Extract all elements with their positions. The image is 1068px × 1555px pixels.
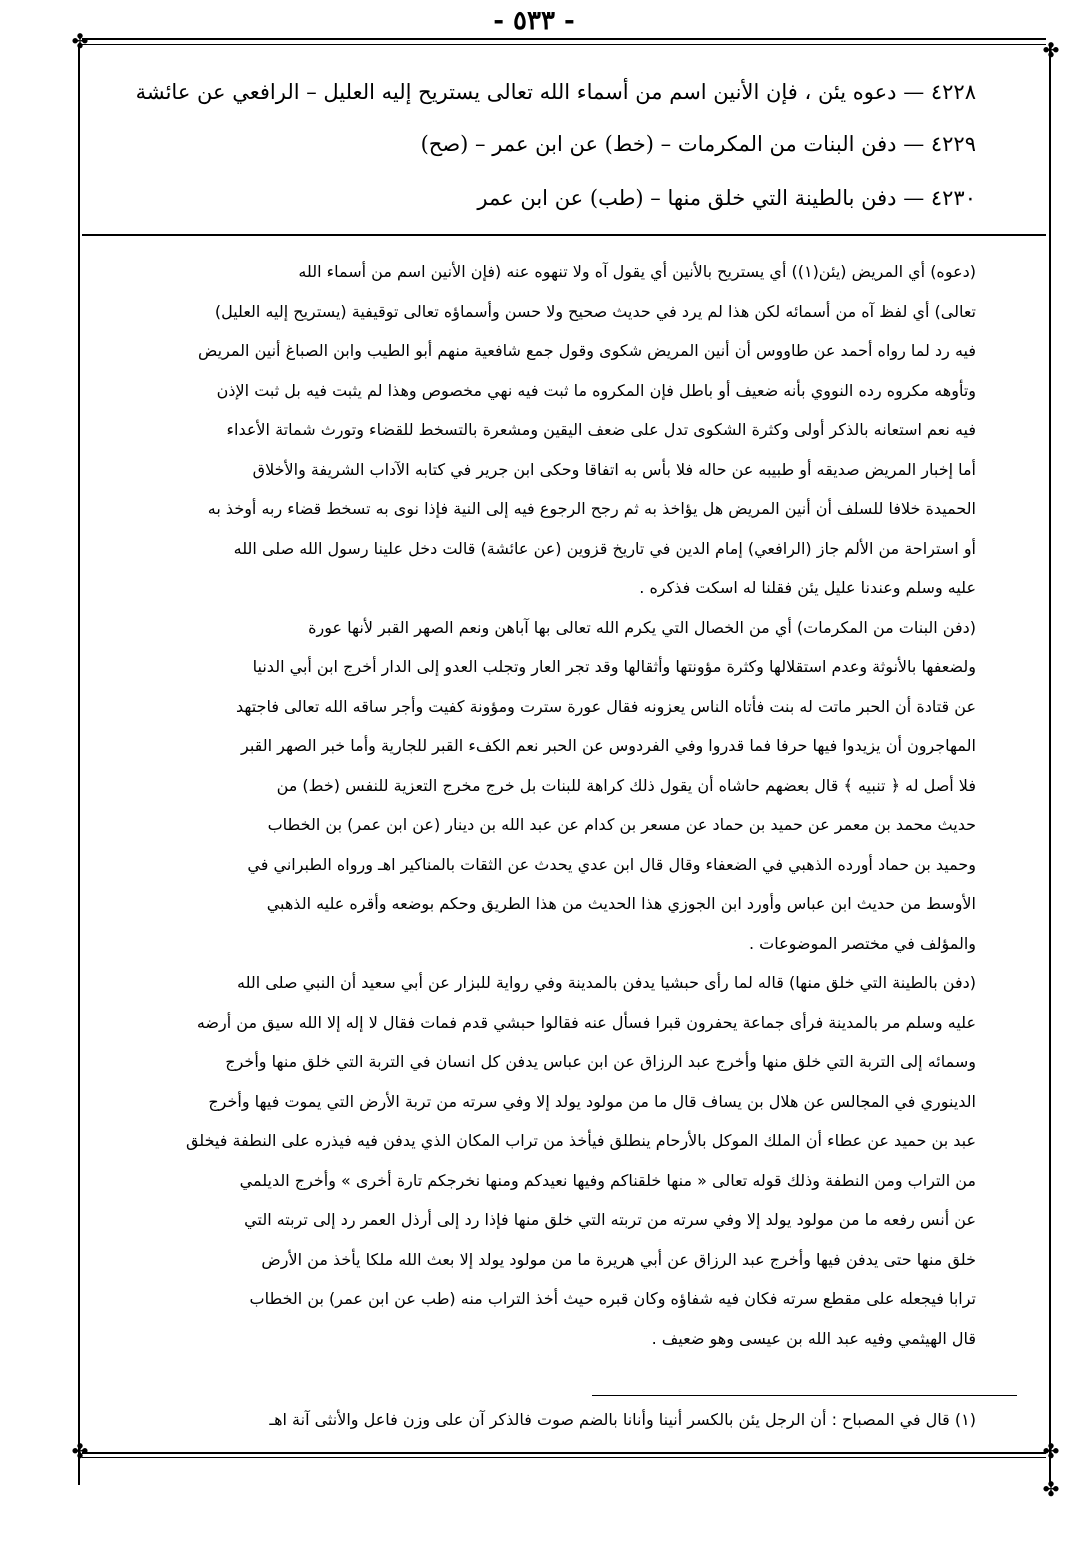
corner-ornament-icon: ✤ xyxy=(71,29,89,53)
corner-ornament-icon: ✤ xyxy=(1042,38,1060,62)
commentary-line: تعالى) أي لفظ آه من أسمائه لكن هذا لم يرد في حديث صحيح ولا حسن وأسماؤه تعالى توقيفية (يستريح إليه العليل) xyxy=(214,302,976,321)
commentary-line: عليه وسلم وعندنا عليل يئن فقلنا له اسكت فذكره . xyxy=(639,578,976,597)
hadith-line: ٤٢٢٩ — دفن البنات من المكرمات – (خط) عن ابن عمر – (صح) xyxy=(420,132,976,156)
commentary-line: فيه نعم استعانه بالذكر أولى وكثرة الشكوى تدل على ضعف اليقين ومشعرة بالتسخط للقضاء وتورث شماتة الأعداء xyxy=(226,420,976,439)
commentary-line: عن أنس رفعه ما من مولود يولد إلا وفي سرته من تربته التي خلق منها فإذا رد إلى أرذل العمر رد إلى تربته التي xyxy=(244,1210,976,1229)
commentary-line: وحميد بن حماد أورده الذهبي في الضعفاء وقال قال ابن عدي يحدث عن الثقات بالمناكير اهـ ورواه الطبراني في xyxy=(247,855,976,874)
commentary-line: الدينوري في المجالس عن هلال بن يساف قال ما من مولود يولد إلا وفي سرته من تربة الأرض التي يموت فيها وأخرج xyxy=(208,1092,976,1111)
section-divider xyxy=(82,234,1046,236)
commentary-line: وتأوهه مكروه رده النووي بأنه ضعيف أو باطل فإن المكروه ما ثبت فيه نهي مخصوص وهذا لم يثبت فيه بل ثبت الإذن xyxy=(216,381,976,400)
page-number: - ٥٣٣ - xyxy=(493,6,575,36)
commentary-line: قال الهيثمي وفيه عبد الله بن عيسى وهو ضعيف . xyxy=(651,1329,976,1348)
hadith-line: ٤٢٢٨ — دعوه يئن ، فإن الأنين اسم من أسماء الله تعالى يستريح إليه العليل – الرافعي عن عائشة xyxy=(135,80,976,104)
frame-bottom-line xyxy=(82,1452,1046,1454)
hadith-line: ٤٢٣٠ — دفن بالطينة التي خلق منها – (طب) عن ابن عمر xyxy=(477,186,976,210)
corner-ornament-icon: ✤ xyxy=(1042,1439,1060,1463)
commentary-line: ترابا فيجعله على مقطع سرته فكان فيه شفاؤه وكان قبره حيث أخذ التراب منه (طب عن ابن عمر) بن الخطاب xyxy=(249,1289,976,1308)
commentary-line: عبد بن حميد عن عطاء أن الملك الموكل بالأرحام ينطلق فيأخذ من تراب المكان الذي يدفن فيه فيذره على النطفة فيخلق xyxy=(185,1131,976,1150)
commentary-line: (دعوه) أي المريض (يئن(١)) أي يستريح بالأنين أي يقول آه ولا تنهوه عنه (فإن الأنين اسم من أسماء الله xyxy=(298,262,976,281)
corner-ornament-icon: ✤ xyxy=(1042,1477,1060,1501)
footnote-divider xyxy=(592,1395,1017,1396)
commentary-line: (دفن بالطينة التي خلق منها) قاله لما رأى حبشيا يدفن بالمدينة وفي رواية للبزار عن أبي سعيد أن النبي صلى الله xyxy=(236,973,976,992)
corner-ornament-icon: ✤ xyxy=(71,1439,89,1463)
commentary-line: أما إخبار المريض صديقه أو طبيبه عن حاله فلا بأس به اتفاقا وحكى ابن جرير في كتابه الآداب الشريفة والأخلاق xyxy=(252,460,976,479)
footnote: (١) قال في المصباح : أن الرجل يئن بالكسر أنينا وأنانا بالضم صوت فالذكر آن على وزن فاعل والأنثى آنة اهـ xyxy=(269,1410,976,1429)
commentary-line: عليه وسلم مر بالمدينة فرأى جماعة يحفرون قبرا فسأل عنه فقالوا حبشي قدم فمات فقال لا إله إلا الله سيق من أرضه xyxy=(196,1013,976,1032)
commentary-line: ولضعفها بالأنوثة وعدم استقلالها وكثرة مؤونتها وأثقالها وقد تجر العار وتجلب العدو إلى الدار أخرج ابن أبي الدنيا xyxy=(252,657,976,676)
commentary-line: (دفن البنات من المكرمات) أي من الخصال التي يكرم الله تعالى بها آباهن ونعم الصهر القبر لأنها عورة xyxy=(308,618,976,637)
commentary-line: فلا أصل له ﴿ تنبيه ﴾ قال بعضهم حاشاه أن يقول ذلك كراهة للبنات بل خرج مخرج التعزية للنفس (خط) من xyxy=(276,776,976,795)
commentary-line: خلق منها حتى يدفن فيها وأخرج عبد الرزاق عن أبي هريرة ما من مولود يولد إلا بعث الله ملكا يأخذ من الأرض xyxy=(261,1250,976,1269)
commentary-line: الحميدة خلافا للسلف أن أنين المريض هل يؤاخذ به ثم رجح الرجوع فيه إلى النية فإذا نوى به تسخط قضاء ربه أوخذ به xyxy=(207,499,976,518)
frame-right-line xyxy=(1049,45,1051,1485)
commentary-line: حديث محمد بن معمر عن حميد بن حماد عن مسعر بن كدام عن عبد الله بن دينار (عن ابن عمر) بن الخطاب xyxy=(267,815,976,834)
commentary-line: فيه رد لما رواه أحمد عن طاووس أن أنين المريض شكوى وقول جمع شافعية منهم أبو الطيب وابن الصباغ أنين المريض xyxy=(198,341,976,360)
commentary-line: وسمائه إلى التربة التي خلق منها وأخرج عبد الرزاق عن ابن عباس يدفن كل انسان في التربة التي خلق منها وأخرج xyxy=(225,1052,976,1071)
commentary-line: عن قتادة أن الحبر ماتت له بنت فأتاه الناس يعزونه فقال عورة سترت ومؤونة كفيت وأجر ساقه الله تعالى فاجتهد xyxy=(235,697,976,716)
commentary-line: والمؤلف في مختصر الموضوعات . xyxy=(748,934,976,953)
frame-bottom-line-inner xyxy=(82,1457,1046,1458)
commentary-line: الأوسط من حديث ابن عباس وأورد ابن الجوزي هذا الحديث من هذا الطريق وحكم بوضعه وأقره عليه الذهبي xyxy=(266,894,976,913)
frame-top-line xyxy=(82,38,1046,40)
commentary-line: المهاجرون أن يزيدوا فيها حرفا فما قدروا وفي الفردوس عن الحبر نعم الكفء القبر للجارية وأما خبر الصهر القبر xyxy=(240,736,976,755)
frame-top-line-inner xyxy=(82,44,1046,45)
commentary-line: من التراب ومن النطفة وذلك قوله تعالى « منها خلقناكم وفيها نعيدكم ومنها نخرجكم تارة أخرى » وأخرج الديلمي xyxy=(239,1171,976,1190)
commentary-line: أو استراحة من الألم جاز (الرافعي) إمام الدين في تاريخ قزوين (عن عائشة) قالت دخل علينا رسول الله صلى الله xyxy=(233,539,976,558)
